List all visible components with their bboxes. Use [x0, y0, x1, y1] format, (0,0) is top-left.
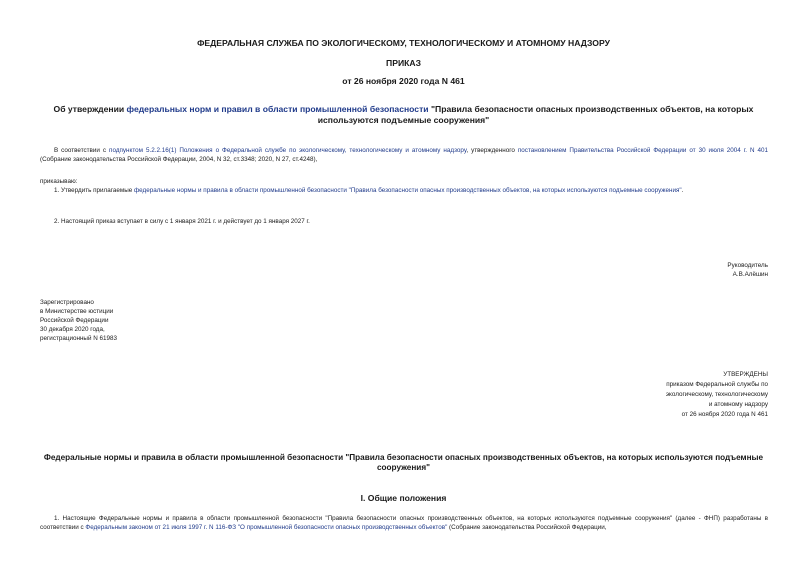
agency-name: ФЕДЕРАЛЬНАЯ СЛУЖБА ПО ЭКОЛОГИЧЕСКОМУ, ТЕХНОЛОГИЧЕСКОМУ И АТОМНОМУ НАДЗОРУ — [197, 38, 610, 48]
signature-name: А.В.Алёшин — [732, 271, 768, 278]
section-1-paragraph-1 — [40, 514, 768, 532]
order-word: приказываю: — [40, 178, 78, 185]
document-date-number: от 26 ноября 2020 года N 461 — [342, 76, 465, 86]
approval-line: и атомному надзору — [708, 401, 768, 408]
registration-line: регистрационный N 61983 — [40, 335, 118, 342]
preamble-paragraph — [40, 146, 768, 164]
approval-line: экологическому, технологическому — [665, 391, 768, 398]
registration-line: Зарегистрировано — [40, 299, 94, 306]
title-prefix: Об утверждении — [53, 104, 127, 114]
item-1-text: 1. Утвердить прилагаемые — [54, 187, 134, 194]
preamble-text-3: (Собрание законодательства Российской Федерации, 2004, N 32, ст.3348; 2020, N 27, ст.4248), — [40, 156, 318, 163]
rules-link[interactable]: федеральные нормы и правила в области промышленной безопасности "Правила безопасности опасных производственных объектов, на которых используются подъемные сооружения" — [134, 187, 682, 194]
approval-line: УТВЕРЖДЕНЫ — [723, 371, 768, 378]
paragraph-text-2: (Собрание законодательства Российской Федерации, — [447, 524, 607, 531]
item-2: 2. Настоящий приказ вступает в силу с 1 января 2021 г. и действует до 1 января 2027 г. — [54, 218, 310, 225]
approval-block — [666, 370, 768, 420]
title-suffix: "Правила безопасности опасных производственных объектов, на которых используются подъемные сооружения" — [317, 104, 754, 125]
federal-law-link[interactable]: Федеральным законом от 21 июля 1997 г. N 116-ФЗ "О промышленной безопасности опасных производственных объектов" — [85, 524, 448, 531]
resolution-link[interactable]: постановлением Правительства Российской Федерации от 30 июля 2004 г. N 401 — [517, 147, 768, 154]
preamble-text-1: В соответствии с — [54, 147, 110, 154]
rules-title: Федеральные нормы и правила в области промышленной безопасности "Правила безопасности опасных производственных объектов, на которых используются подъемные сооружения" — [43, 453, 764, 472]
signature-position: Руководитель — [727, 262, 768, 269]
section-heading: I. Общие положения — [360, 493, 447, 503]
registration-block — [40, 298, 117, 343]
paragraph-text-1: 1. Настоящие Федеральные нормы и правила в области промышленной безопасности "Правила безопасности опасных производственных объектов, на которых используются подъемные сооружения" (далее - ФНП) разработаны в соответствии с — [40, 515, 768, 531]
regulation-link[interactable]: подпунктом 5.2.2.16(1) Положения о Федеральной службе по экологическому, технологическому и атомному надзору — [109, 147, 467, 154]
registration-line: 30 декабря 2020 года, — [40, 326, 105, 333]
item-1 — [40, 186, 768, 195]
title-link[interactable]: федеральных норм и правил в области промышленной безопасности — [126, 104, 429, 114]
approval-line: приказом Федеральной службы по — [666, 381, 768, 388]
approval-line: от 26 ноября 2020 года N 461 — [681, 411, 768, 418]
document-type: ПРИКАЗ — [386, 58, 421, 68]
registration-line: в Министерстве юстиции — [40, 308, 114, 315]
registration-line: Российской Федерации — [40, 317, 109, 324]
order-title — [50, 104, 757, 126]
item-1-end: . — [681, 187, 684, 194]
preamble-text-2: , утвержденного — [466, 147, 518, 154]
